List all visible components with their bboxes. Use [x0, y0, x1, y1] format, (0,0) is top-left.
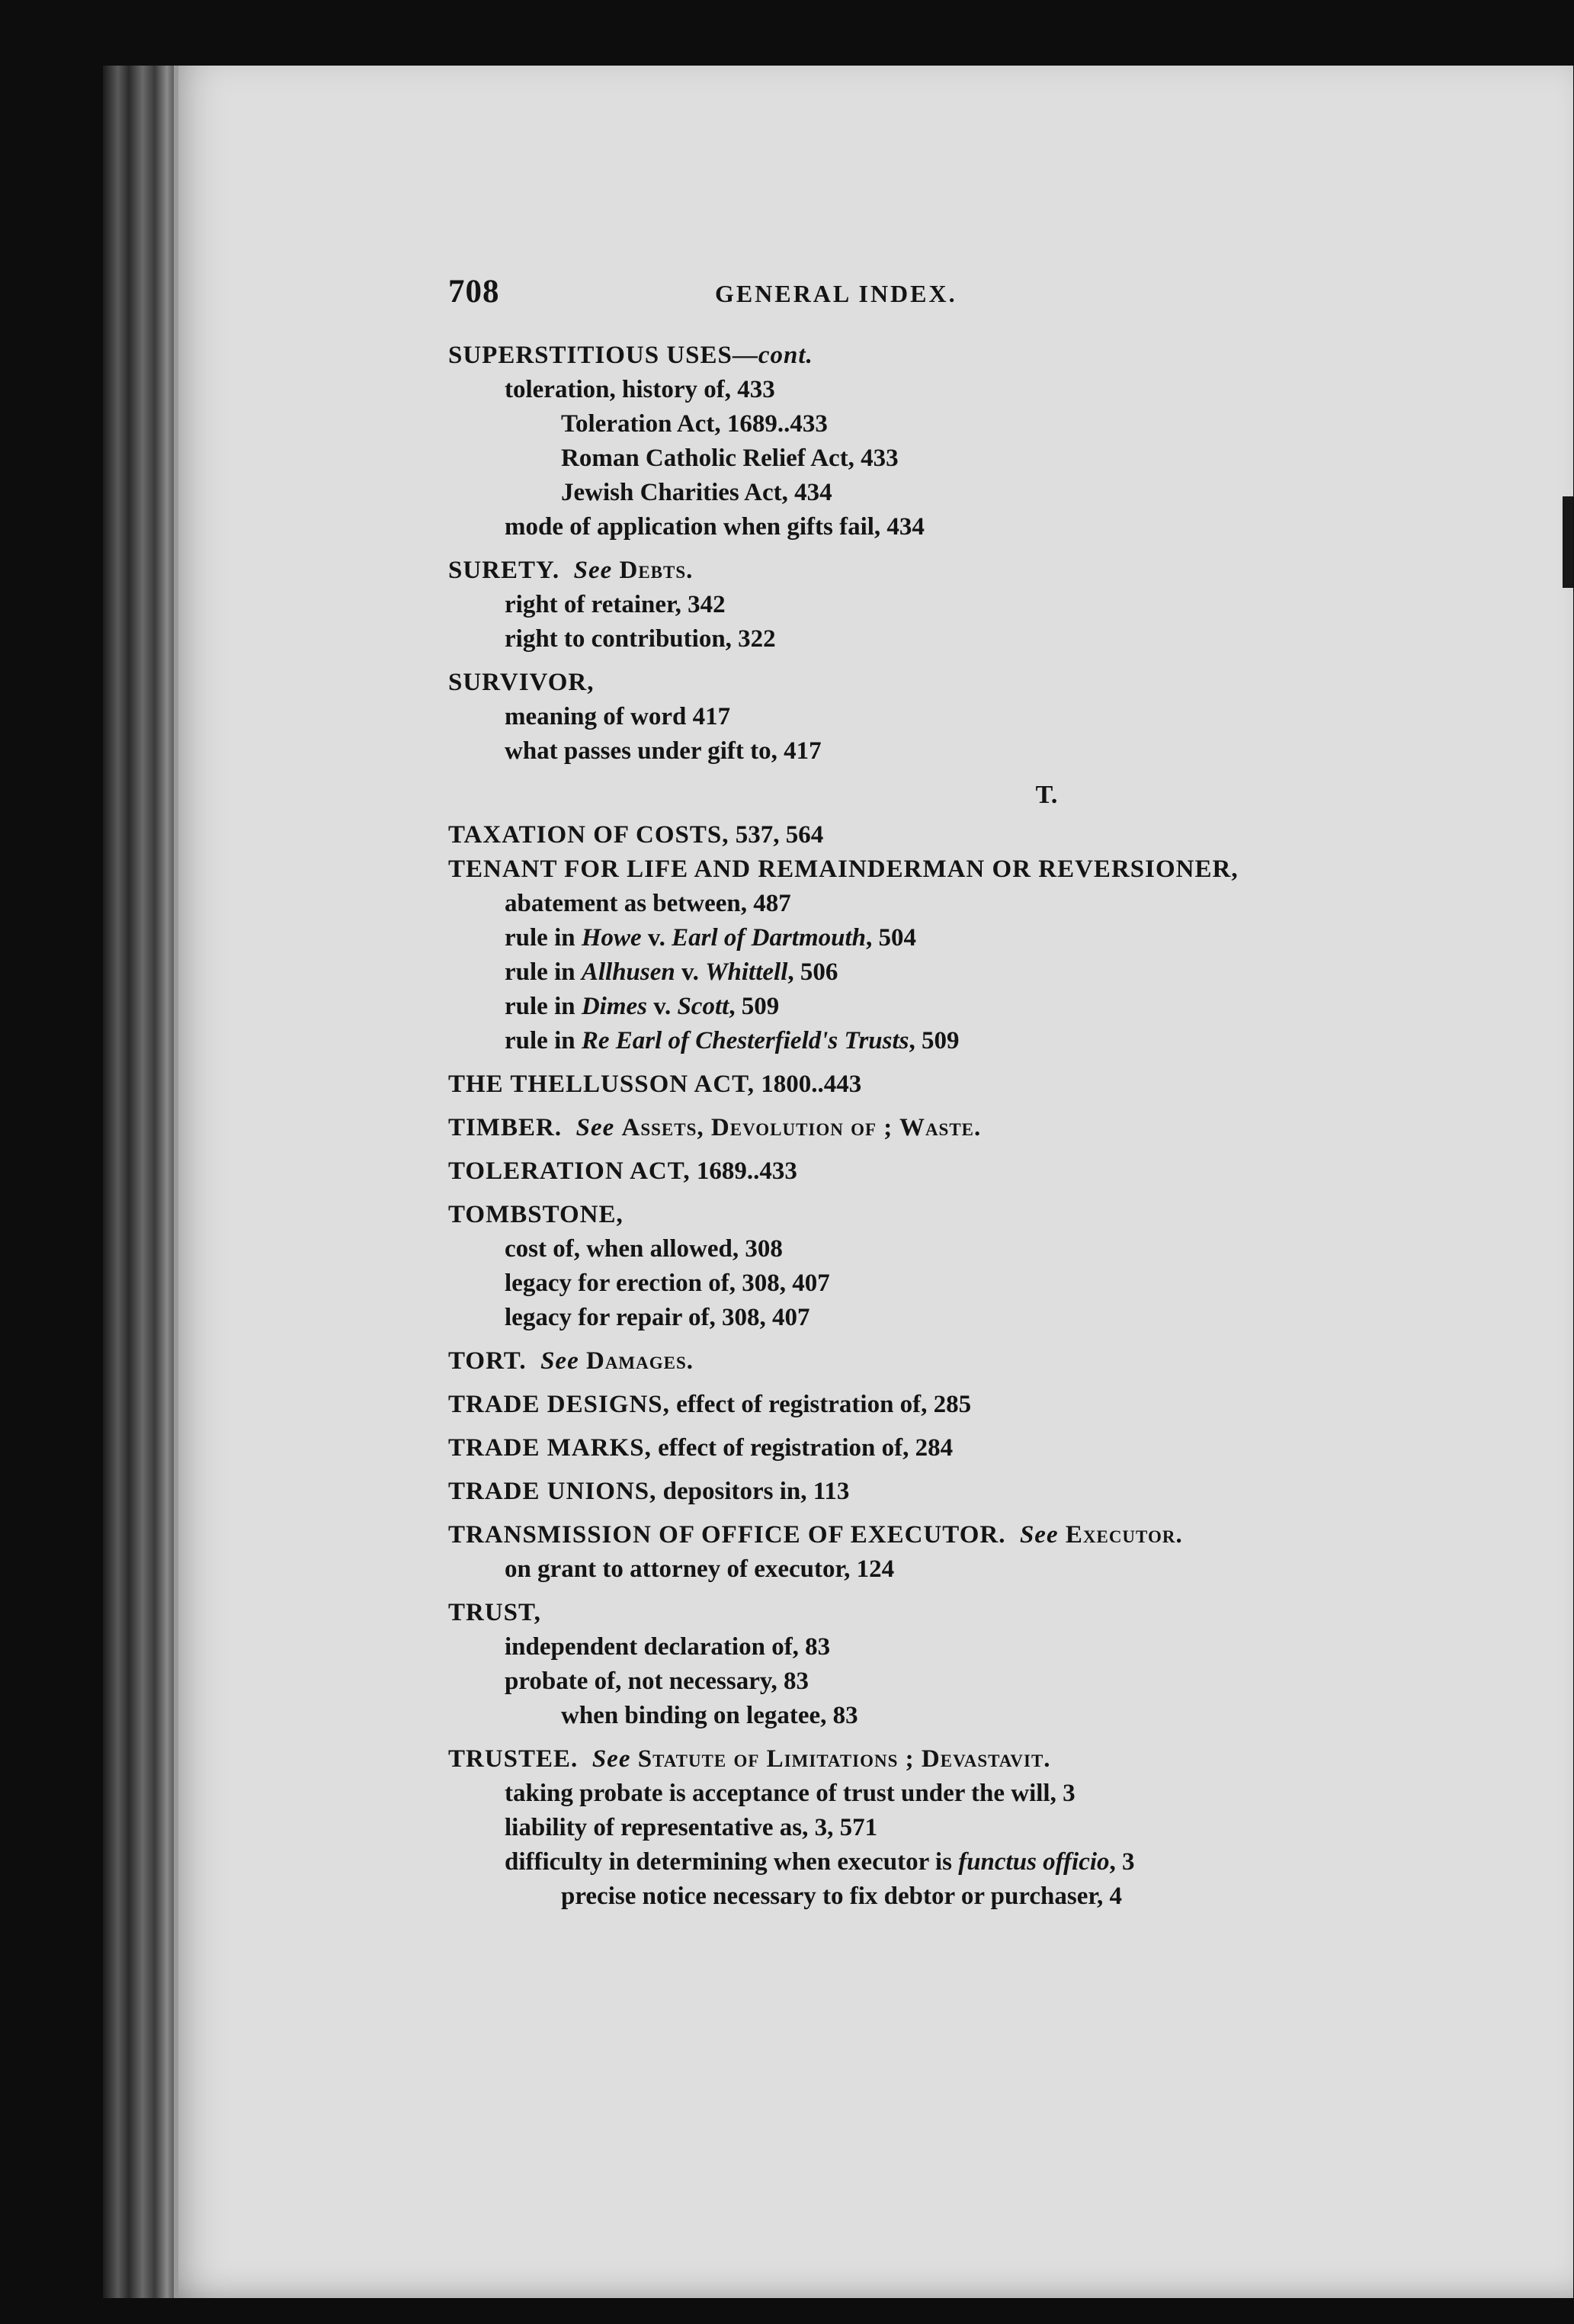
subentry: [448, 1845, 1546, 1879]
subentry: [448, 990, 1546, 1024]
entry-heading: TRUST,: [448, 1599, 541, 1626]
cross-reference: Debts.: [619, 557, 694, 584]
subentry: mode of application when gifts fail, 434: [505, 513, 925, 541]
entry-tenant-for-life: [448, 852, 1546, 1058]
heading-text: SUPERSTITIOUS USES—: [448, 342, 758, 369]
case-name: Re Earl of Chesterfield's Trusts: [581, 1027, 909, 1054]
heading-text: TORT.: [448, 1347, 527, 1375]
subentry: legacy for erection of, 308, 407: [505, 1270, 830, 1297]
subentry: what passes under gift to, 417: [505, 737, 822, 765]
cross-reference: Statute of Limitations ; Devastavit.: [637, 1745, 1051, 1773]
case-name: Earl of Dartmouth: [672, 924, 867, 952]
heading-rest: effect of registration of, 284: [651, 1434, 954, 1462]
subentry: on grant to attorney of executor, 124: [505, 1555, 895, 1583]
text: v.: [675, 958, 706, 986]
entry-heading: [448, 1742, 1546, 1777]
running-head: GENERAL INDEX.: [715, 280, 957, 307]
cross-reference: Assets, Devolution of ; Waste.: [621, 1114, 982, 1141]
subentry: abatement as between, 487: [505, 890, 791, 917]
heading-text: TRADE UNIONS,: [448, 1478, 657, 1505]
subsubentry: Roman Catholic Relief Act, 433: [561, 445, 899, 472]
entry-heading: SURVIVOR,: [448, 669, 595, 696]
see-label: See: [575, 1114, 615, 1141]
subsubentry: Toleration Act, 1689..433: [561, 410, 828, 438]
heading-text: TAXATION OF COSTS,: [448, 821, 729, 849]
entry-heading: [448, 1475, 1546, 1509]
entry-taxation: [448, 818, 1546, 852]
entry-trade-designs: [448, 1388, 1546, 1422]
heading-text: TRADE DESIGNS,: [448, 1391, 670, 1418]
subentry: [448, 1024, 1546, 1058]
subentry: taking probate is acceptance of trust under the will, 3: [505, 1780, 1076, 1807]
page-number: 708: [448, 274, 500, 310]
entry-heading: [448, 1518, 1546, 1552]
entry-tombstone: [448, 1198, 1546, 1335]
see-label: See: [573, 557, 613, 584]
entry-trade-unions: [448, 1475, 1546, 1509]
subentry: independent declaration of, 83: [505, 1633, 831, 1661]
entry-thellusson-act: [448, 1067, 1546, 1102]
entry-heading: [448, 1388, 1546, 1422]
text: rule in: [505, 993, 582, 1020]
entry-heading: [448, 1067, 1546, 1102]
heading-rest: 1800..443: [755, 1071, 862, 1098]
heading-text: TRADE MARKS,: [448, 1434, 652, 1462]
subentry: right to contribution, 322: [505, 625, 776, 653]
entry-trade-marks: [448, 1431, 1546, 1465]
entry-heading: [448, 339, 1546, 373]
heading-text: TRUSTEE.: [448, 1745, 579, 1773]
text: , 509: [729, 993, 780, 1020]
text: , 509: [909, 1027, 960, 1054]
subentry: probate of, not necessary, 83: [505, 1668, 809, 1695]
see-label: See: [1019, 1521, 1059, 1549]
entry-heading: [448, 818, 1546, 852]
entry-heading: [448, 554, 1546, 588]
page-header: [448, 274, 1546, 322]
subentry: [448, 921, 1546, 955]
entry-tort: [448, 1344, 1546, 1379]
text: rule in: [505, 1027, 582, 1054]
case-name: Allhusen: [581, 958, 675, 986]
entry-trust: [448, 1596, 1546, 1733]
subentry: cost of, when allowed, 308: [505, 1235, 783, 1263]
entry-transmission: [448, 1518, 1546, 1587]
entry-toleration-act: [448, 1154, 1546, 1189]
cont-marker: cont.: [758, 342, 813, 369]
heading-text: TOLERATION ACT,: [448, 1157, 691, 1185]
entry-survivor: [448, 666, 1546, 769]
section-letter: T.: [1035, 781, 1058, 809]
book-page-edges: [103, 66, 184, 2298]
see-label: See: [540, 1347, 579, 1375]
heading-text: TIMBER.: [448, 1114, 563, 1141]
subentry: liability of representative as, 3, 571: [505, 1814, 878, 1841]
entry-heading: [448, 1344, 1546, 1379]
entry-trustee: [448, 1742, 1546, 1914]
heading-text: TRANSMISSION OF OFFICE OF EXECUTOR.: [448, 1521, 1006, 1549]
subentry: right of retainer, 342: [505, 591, 726, 618]
subentry: toleration, history of, 433: [505, 376, 775, 403]
case-name: Scott: [677, 993, 729, 1020]
entry-surety: [448, 554, 1546, 656]
heading-text: THE THELLUSSON ACT,: [448, 1071, 755, 1098]
cross-reference: Executor.: [1065, 1521, 1183, 1549]
text: , 504: [866, 924, 917, 952]
case-name: Dimes: [581, 993, 648, 1020]
text: v.: [647, 993, 678, 1020]
heading-rest: depositors in, 113: [656, 1478, 850, 1505]
entry-heading: [448, 1154, 1546, 1189]
heading-rest: 1689..433: [690, 1157, 797, 1185]
entry-heading: TOMBSTONE,: [448, 1201, 624, 1228]
entry-heading: [448, 1111, 1546, 1145]
subentry: legacy for repair of, 308, 407: [505, 1304, 810, 1331]
text: v.: [641, 924, 672, 952]
subentry: [448, 955, 1546, 990]
subsubentry: Jewish Charities Act, 434: [561, 479, 832, 506]
text: , 3: [1109, 1848, 1135, 1876]
case-name: Whittell: [705, 958, 788, 986]
text: , 506: [787, 958, 838, 986]
see-label: See: [591, 1745, 631, 1773]
page-edge-mark: [1563, 496, 1573, 588]
entry-heading: [448, 1431, 1546, 1465]
subentry: meaning of word 417: [505, 703, 731, 730]
entry-heading: TENANT FOR LIFE AND REMAINDERMAN OR REVERSIONER,: [448, 855, 1239, 883]
subsubentry: precise notice necessary to fix debtor or purchaser, 4: [561, 1883, 1122, 1910]
index-content: [448, 274, 1546, 1923]
cross-reference: Damages.: [585, 1347, 694, 1375]
text: difficulty in determining when executor is: [505, 1848, 959, 1876]
latin-phrase: functus officio: [958, 1848, 1110, 1876]
heading-rest: effect of registration of, 285: [669, 1391, 972, 1418]
entry-timber: [448, 1111, 1546, 1145]
text: rule in: [505, 958, 582, 986]
text: rule in: [505, 924, 582, 952]
entry-superstitious-uses: [448, 339, 1546, 544]
heading-rest: 537, 564: [729, 821, 824, 849]
heading-text: SURETY.: [448, 557, 560, 584]
subsubentry: when binding on legatee, 83: [561, 1702, 858, 1729]
case-name: Howe: [581, 924, 642, 952]
